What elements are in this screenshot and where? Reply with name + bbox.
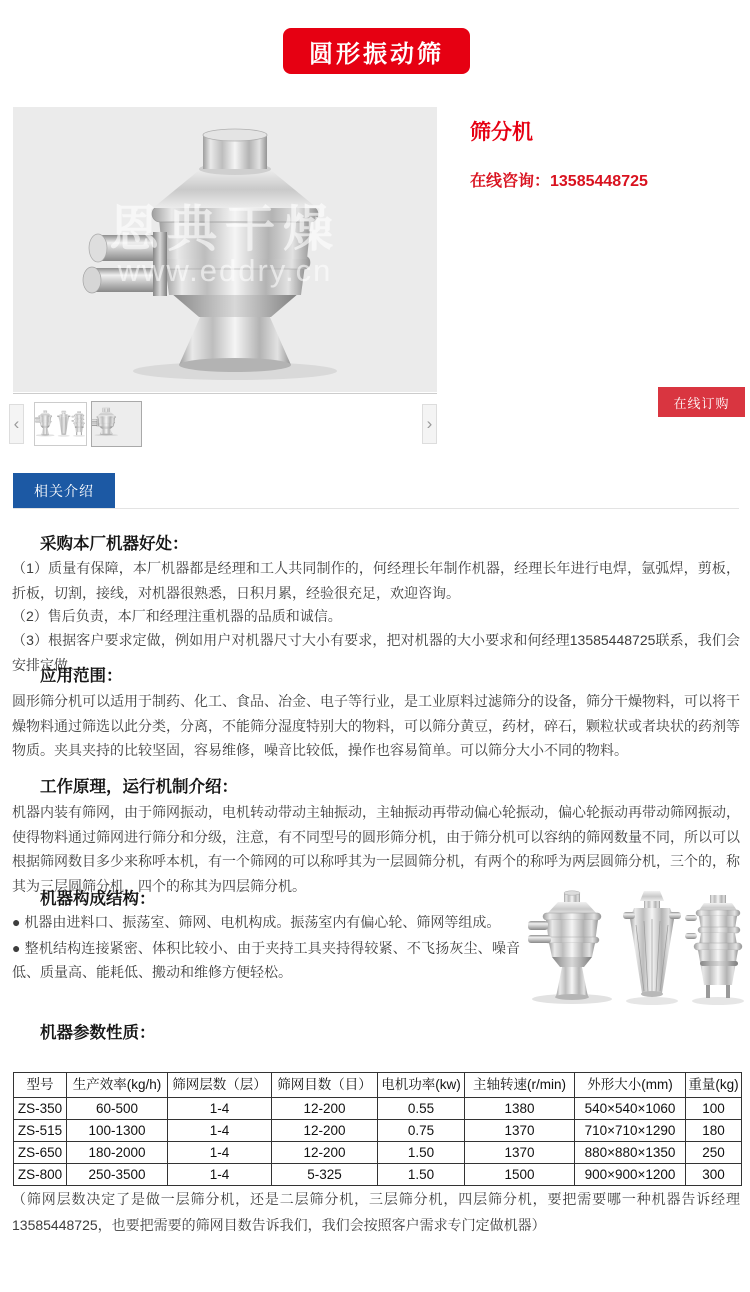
structure-bullet: ● 机器由进料口、振荡室、筛网、电机构成。振荡室内有偏心轮、筛网等组成。	[12, 914, 501, 930]
spec-col-header: 电机功率(kw)	[378, 1073, 465, 1098]
spec-cell: 60-500	[67, 1098, 168, 1120]
spec-cell: 100-1300	[67, 1120, 168, 1142]
spec-cell: 250-3500	[67, 1164, 168, 1186]
spec-cell: 1380	[465, 1098, 575, 1120]
main-product-image[interactable]	[13, 107, 437, 392]
custom-order-note: （筛网层数决定了是做一层筛分机，还是二层筛分机，三层筛分机，四层筛分机，要把需要哪一种机器告诉经理13585448725，也要把需要的筛网目数告诉我们，我们会按照客户需求专门定做机器）	[12, 1191, 740, 1233]
spec-cell: 900×900×1200	[575, 1164, 686, 1186]
spec-cell: 1-4	[168, 1164, 272, 1186]
spec-cell: 1-4	[168, 1120, 272, 1142]
spec-cell: ZS-515	[14, 1120, 67, 1142]
machine-trio-image	[528, 884, 748, 1016]
spec-cell: 12-200	[272, 1098, 378, 1120]
principle-paragraph: 机器内装有筛网，由于筛网振动，电机转动带动主轴振动，主轴振动再带动偏心轮振动，偏心轮振动再带动筛网振动，使得物料通过筛网进行筛分和分级，注意，有不同型号的圆形筛分机，由于筛分机可以容纳的筛网数量不同，所以可以根据筛网数目多少来称呼本机，有一个筛网的可以称呼其为一层圆筛分机，有两个的称呼为两层圆筛分机，三个的，称其为三层圆筛分机，四个的称其为四层筛分机。	[12, 804, 740, 894]
spec-col-header: 型号	[14, 1073, 67, 1098]
scope-paragraph: 圆形筛分机可以适用于制药、化工、食品、冶金、电子等行业，是工业原料过滤筛分的设备，筛分干燥物料，可以将干燥物料通过筛选以此分类，分离，不能筛分湿度特别大的物料，可以筛分黄豆，药材，碎石，颗粒状或者块状的药剂等物质。夹具夹持的比较坚固，容易维修，噪音比较低，操作也容易简单。可以筛分大小不同的物料。	[12, 693, 740, 758]
table-row	[14, 1120, 742, 1142]
spec-cell: 1.50	[378, 1164, 465, 1186]
table-row	[14, 1142, 742, 1164]
thumbnail-prev-button[interactable]	[9, 404, 24, 444]
gallery-divider	[13, 393, 437, 394]
product-name: 筛分机	[470, 121, 533, 144]
spec-cell: 1370	[465, 1142, 575, 1164]
spec-cell: ZS-800	[14, 1164, 67, 1186]
table-header-row	[14, 1073, 742, 1098]
section-heading-benefits: 采购本厂机器好处：	[40, 535, 189, 553]
spec-cell: 0.75	[378, 1120, 465, 1142]
consult-phone-line: 在线咨询：13585448725	[470, 173, 648, 190]
spec-cell: 540×540×1060	[575, 1098, 686, 1120]
spec-cell: 12-200	[272, 1142, 378, 1164]
spec-cell: 300	[686, 1164, 742, 1186]
spec-cell: 710×710×1290	[575, 1120, 686, 1142]
spec-col-header: 主轴转速(r/min)	[465, 1073, 575, 1098]
section-heading-params: 机器参数性质：	[40, 1024, 156, 1042]
spec-cell: 250	[686, 1142, 742, 1164]
spec-cell: 12-200	[272, 1120, 378, 1142]
spec-cell: ZS-650	[14, 1142, 67, 1164]
spec-col-header: 生产效率(kg/h)	[67, 1073, 168, 1098]
category-title-button[interactable]: 圆形振动筛	[283, 28, 470, 74]
spec-table	[13, 1072, 742, 1186]
section-heading-structure: 机器构成结构：	[40, 890, 156, 908]
structure-bullet-list	[12, 910, 520, 986]
thumbnail-1[interactable]	[34, 402, 87, 446]
watermark-text: 恩典干燥	[109, 201, 341, 257]
spec-cell: 100	[686, 1098, 742, 1120]
thumbnail-2[interactable]	[91, 401, 142, 447]
section-heading-principle: 工作原理，运行机制介绍：	[40, 778, 238, 796]
spec-cell: ZS-350	[14, 1098, 67, 1120]
table-row	[14, 1164, 742, 1186]
watermark-url: www.eddry.cn	[117, 253, 333, 288]
spec-cell: 5-325	[272, 1164, 378, 1186]
vibrating-sieve-photo	[13, 107, 437, 392]
section-heading-scope: 应用范围：	[40, 667, 123, 685]
spec-col-header: 筛网目数（目）	[272, 1073, 378, 1098]
structure-bullet: ● 整机结构连接紧密、体积比较小、由于夹持工具夹持得较紧、不飞扬灰尘、噪音低、质量高、能耗低、搬动和维修方便轻松。	[12, 939, 520, 980]
spec-cell: 1.50	[378, 1142, 465, 1164]
tab-divider	[13, 508, 739, 509]
chevron-left-icon: ‹	[13, 414, 20, 433]
spec-cell: 880×880×1350	[575, 1142, 686, 1164]
spec-cell: 0.55	[378, 1098, 465, 1120]
thumbnail-trio-photo	[35, 403, 86, 445]
spec-cell: 1370	[465, 1120, 575, 1142]
table-row	[14, 1098, 742, 1120]
spec-cell: 180-2000	[67, 1142, 168, 1164]
benefit-item: （3）根据客户要求定做，例如用户对机器尺寸大小有要求，把对机器的大小要求和何经理13585448725联系，我们会安排定做。	[12, 632, 740, 673]
benefit-item: （2）售后负责，本厂和经理注重机器的品质和诚信。	[12, 608, 342, 624]
benefit-item: （1）质量有保障，本厂机器都是经理和工人共同制作的，何经理长年制作机器，经理长年进行电焊，氩弧焊，剪板，折板，切割，接线，对机器很熟悉，日积月累，经验很充足，欢迎咨询。	[12, 560, 740, 601]
spec-cell: 180	[686, 1120, 742, 1142]
tab-related-intro[interactable]: 相关介绍	[13, 473, 115, 508]
spec-cell: 1500	[465, 1164, 575, 1186]
spec-col-header: 外形大小(mm)	[575, 1073, 686, 1098]
thumbnail-next-button[interactable]	[422, 404, 437, 444]
spec-col-header: 重量(kg)	[686, 1073, 742, 1098]
chevron-right-icon: ›	[426, 414, 433, 433]
machine-trio-photo	[528, 884, 748, 1016]
thumbnail-machine-photo	[92, 402, 141, 446]
spec-col-header: 筛网层数（层）	[168, 1073, 272, 1098]
spec-cell: 1-4	[168, 1098, 272, 1120]
spec-cell: 1-4	[168, 1142, 272, 1164]
online-order-button[interactable]: 在线订购	[658, 387, 745, 417]
